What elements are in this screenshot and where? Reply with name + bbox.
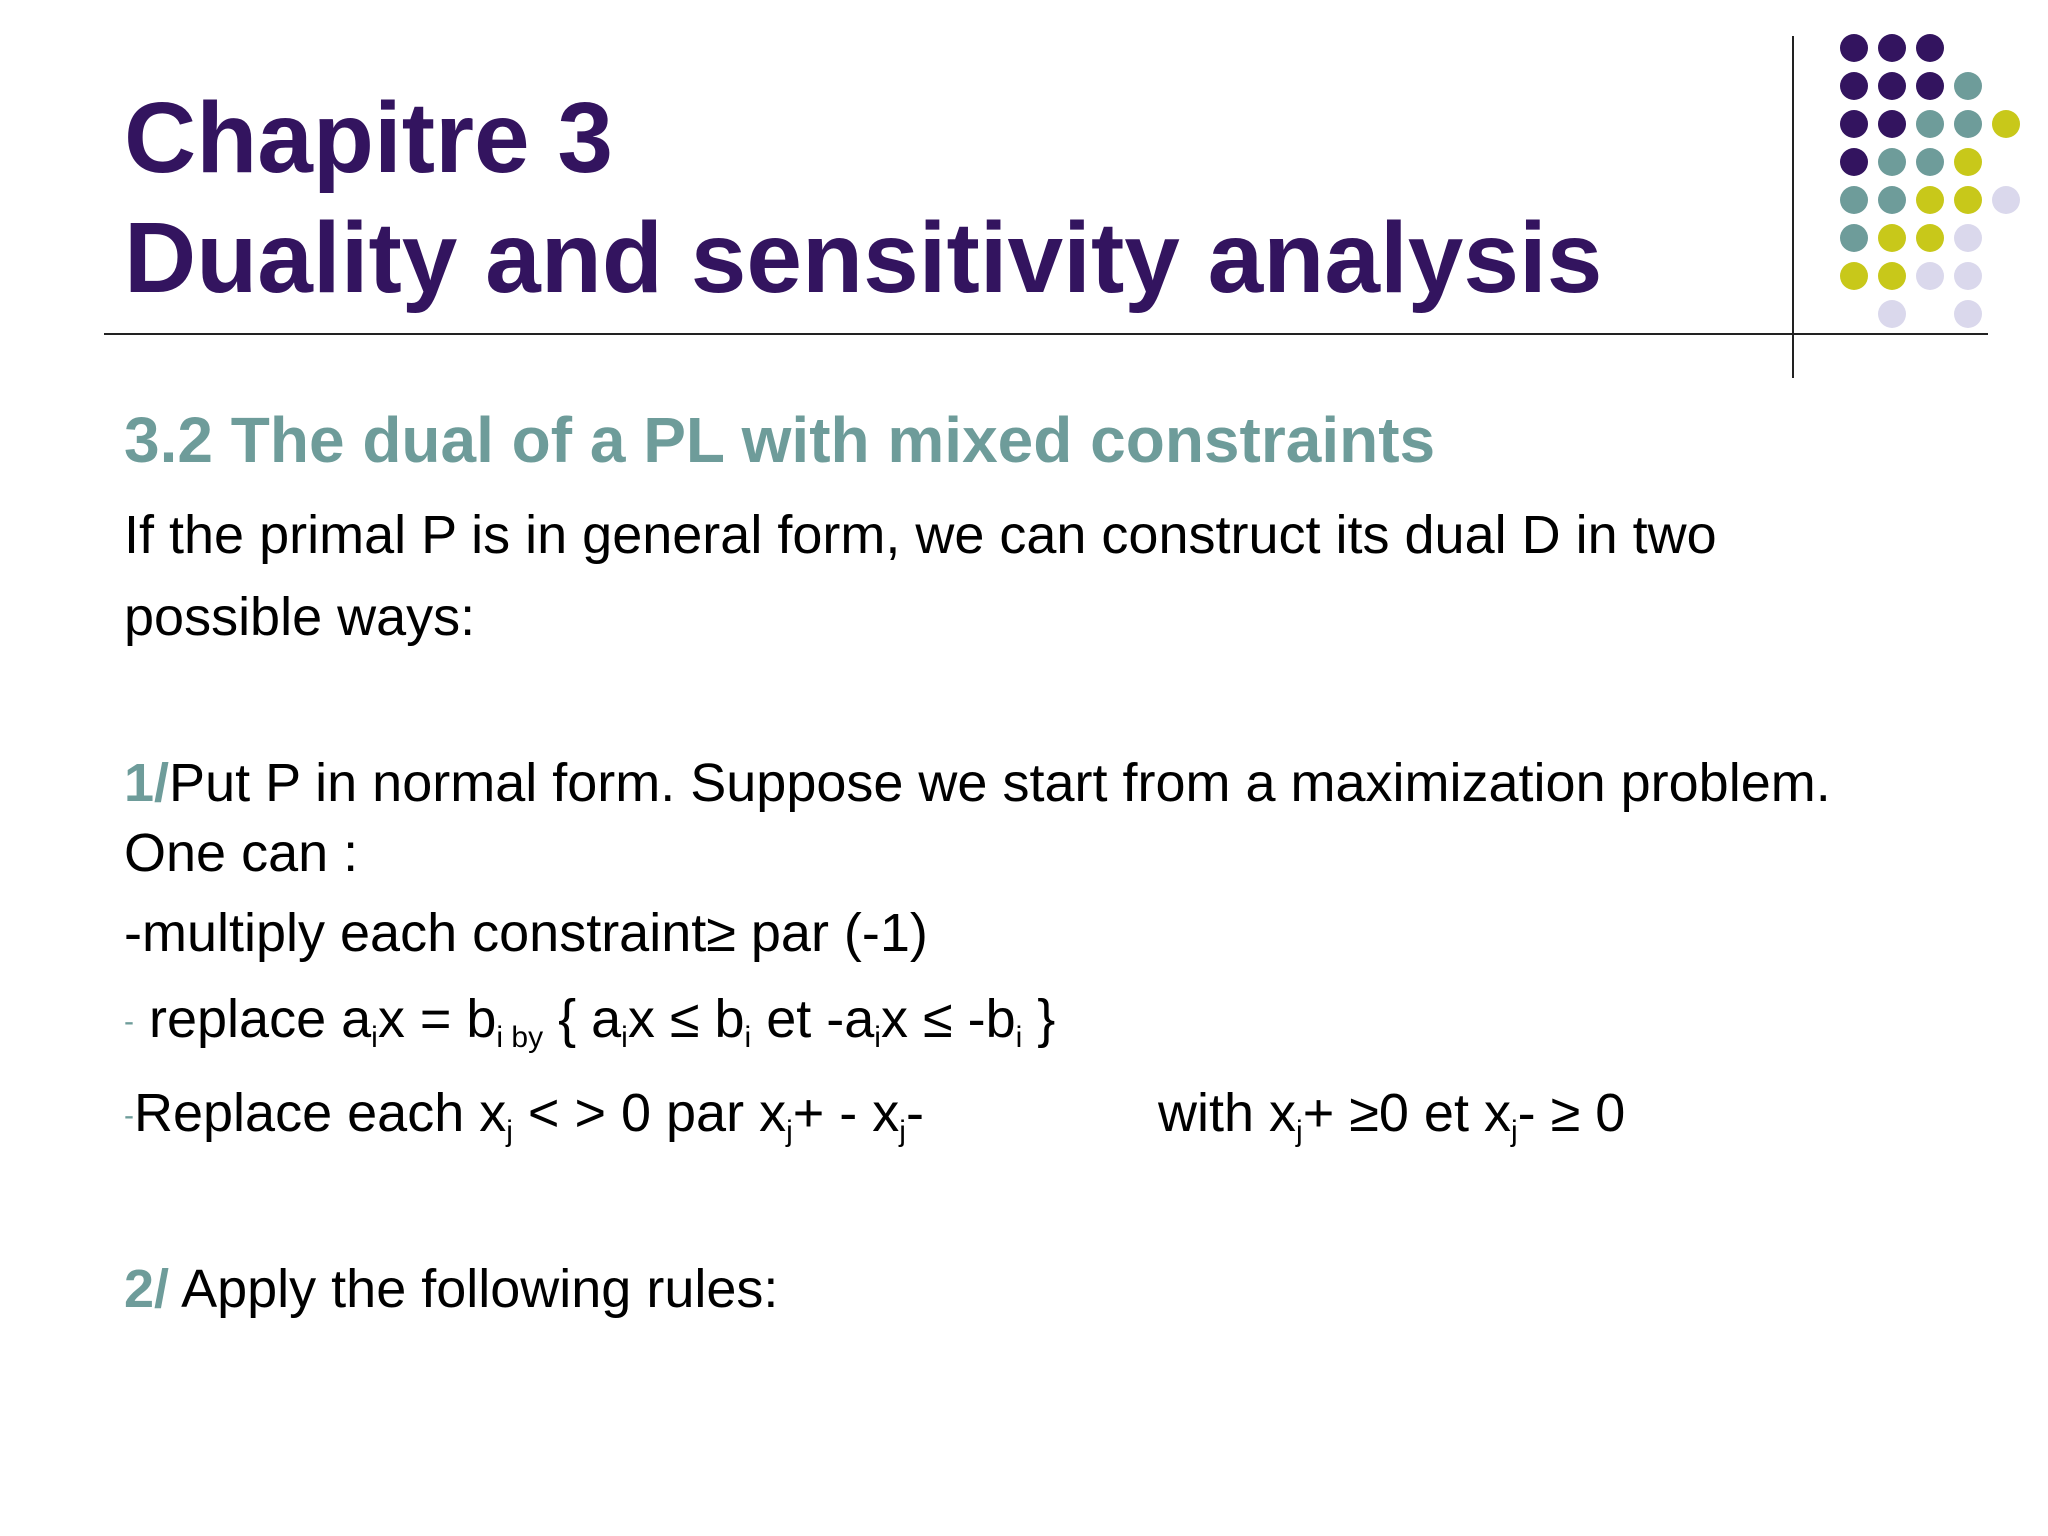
decorative-dot <box>1916 186 1944 214</box>
decorative-dot <box>1916 262 1944 290</box>
b3-part: - <box>905 1083 924 1143</box>
b3-cond-part: with x <box>1158 1083 1297 1143</box>
decorative-dot <box>1840 72 1868 100</box>
step1-line-1 <box>124 753 1831 813</box>
decorative-dot <box>1992 186 2020 214</box>
decorative-dot <box>1916 110 1944 138</box>
decorative-dot <box>1954 262 1982 290</box>
decorative-dot <box>1878 186 1906 214</box>
decorative-dot <box>1916 148 1944 176</box>
step1-line-2: One can : <box>124 823 359 883</box>
section-subtitle: 3.2 The dual of a PL with mixed constraints <box>124 404 1436 476</box>
decorative-dot <box>1840 224 1868 252</box>
decorative-dot <box>1840 110 1868 138</box>
decorative-dot <box>1992 110 2020 138</box>
b2-sub: i by <box>496 1021 544 1054</box>
b3-sub: j <box>506 1115 513 1148</box>
decorative-dot <box>1954 300 1982 328</box>
decorative-dot <box>1878 110 1906 138</box>
decorative-dot <box>1878 148 1906 176</box>
decorative-dot <box>1954 110 1982 138</box>
bullet-dash: - <box>124 1005 134 1038</box>
decorative-dot <box>1916 72 1944 100</box>
decorative-dot <box>1954 186 1982 214</box>
title-topic: Duality and sensitivity analysis <box>124 202 1603 314</box>
bullet-dash: - <box>124 1099 134 1132</box>
step2-marker: 2/ <box>124 1259 170 1319</box>
decorative-dot <box>1954 224 1982 252</box>
decorative-dot <box>1916 224 1944 252</box>
decorative-dot <box>1840 148 1868 176</box>
decorative-dot <box>1954 72 1982 100</box>
title-divider-vertical <box>1792 36 1794 378</box>
b2-sub: i <box>874 1021 881 1054</box>
bullet-replace-free-variable <box>124 1083 924 1148</box>
decorative-dot <box>1878 300 1906 328</box>
step1-text: Put P in normal form. Suppose we start from a maximization problem. <box>169 753 1831 813</box>
decorative-dot <box>1954 148 1982 176</box>
b2-sub: i <box>744 1021 752 1054</box>
b2-part: } <box>1022 989 1056 1049</box>
decorative-dot <box>1916 34 1944 62</box>
b2-part: et -a <box>751 989 875 1049</box>
b3-part: < > 0 par x <box>512 1083 787 1143</box>
decorative-dot <box>1840 186 1868 214</box>
b3-part: Replace each x <box>134 1083 507 1143</box>
b3-sub: j <box>899 1115 906 1148</box>
step1-marker: 1/ <box>124 753 170 813</box>
b3-cond-sub: j <box>1296 1115 1303 1148</box>
decorative-dot <box>1878 72 1906 100</box>
decorative-dot <box>1878 224 1906 252</box>
decorative-dot <box>1840 262 1868 290</box>
b3-cond-sub: j <box>1510 1115 1518 1148</box>
b2-sub: i <box>371 1021 378 1054</box>
b3-part: + - x <box>792 1083 900 1143</box>
step2-line <box>124 1259 779 1319</box>
title-divider-horizontal <box>104 333 1988 335</box>
decorative-dot <box>1878 262 1906 290</box>
b2-part: x ≤ b <box>627 989 745 1049</box>
intro-line-2: possible ways: <box>124 587 476 647</box>
title-chapter: Chapitre 3 <box>124 82 614 194</box>
b3-cond-part: - ≥ 0 <box>1517 1083 1626 1143</box>
b2-sub: i <box>621 1021 628 1054</box>
free-variable-condition <box>1158 1083 1626 1148</box>
b2-part: x ≤ -b <box>880 989 1016 1049</box>
step2-text: Apply the following rules: <box>169 1259 779 1319</box>
decorative-dot <box>1840 34 1868 62</box>
bullet-multiply: -multiply each constraint≥ par (-1) <box>124 903 928 963</box>
intro-line-1: If the primal P is in general form, we can construct its dual D in two <box>124 505 1717 565</box>
b3-cond-part: + ≥0 et x <box>1302 1083 1511 1143</box>
b2-part: { a <box>543 989 622 1049</box>
decorative-dot <box>1878 34 1906 62</box>
b2-part: replace a <box>134 989 372 1049</box>
b3-sub: j <box>786 1115 793 1148</box>
b2-part: x = b <box>377 989 497 1049</box>
b2-sub: i <box>1015 1021 1023 1054</box>
bullet-replace-equality <box>124 989 1056 1054</box>
